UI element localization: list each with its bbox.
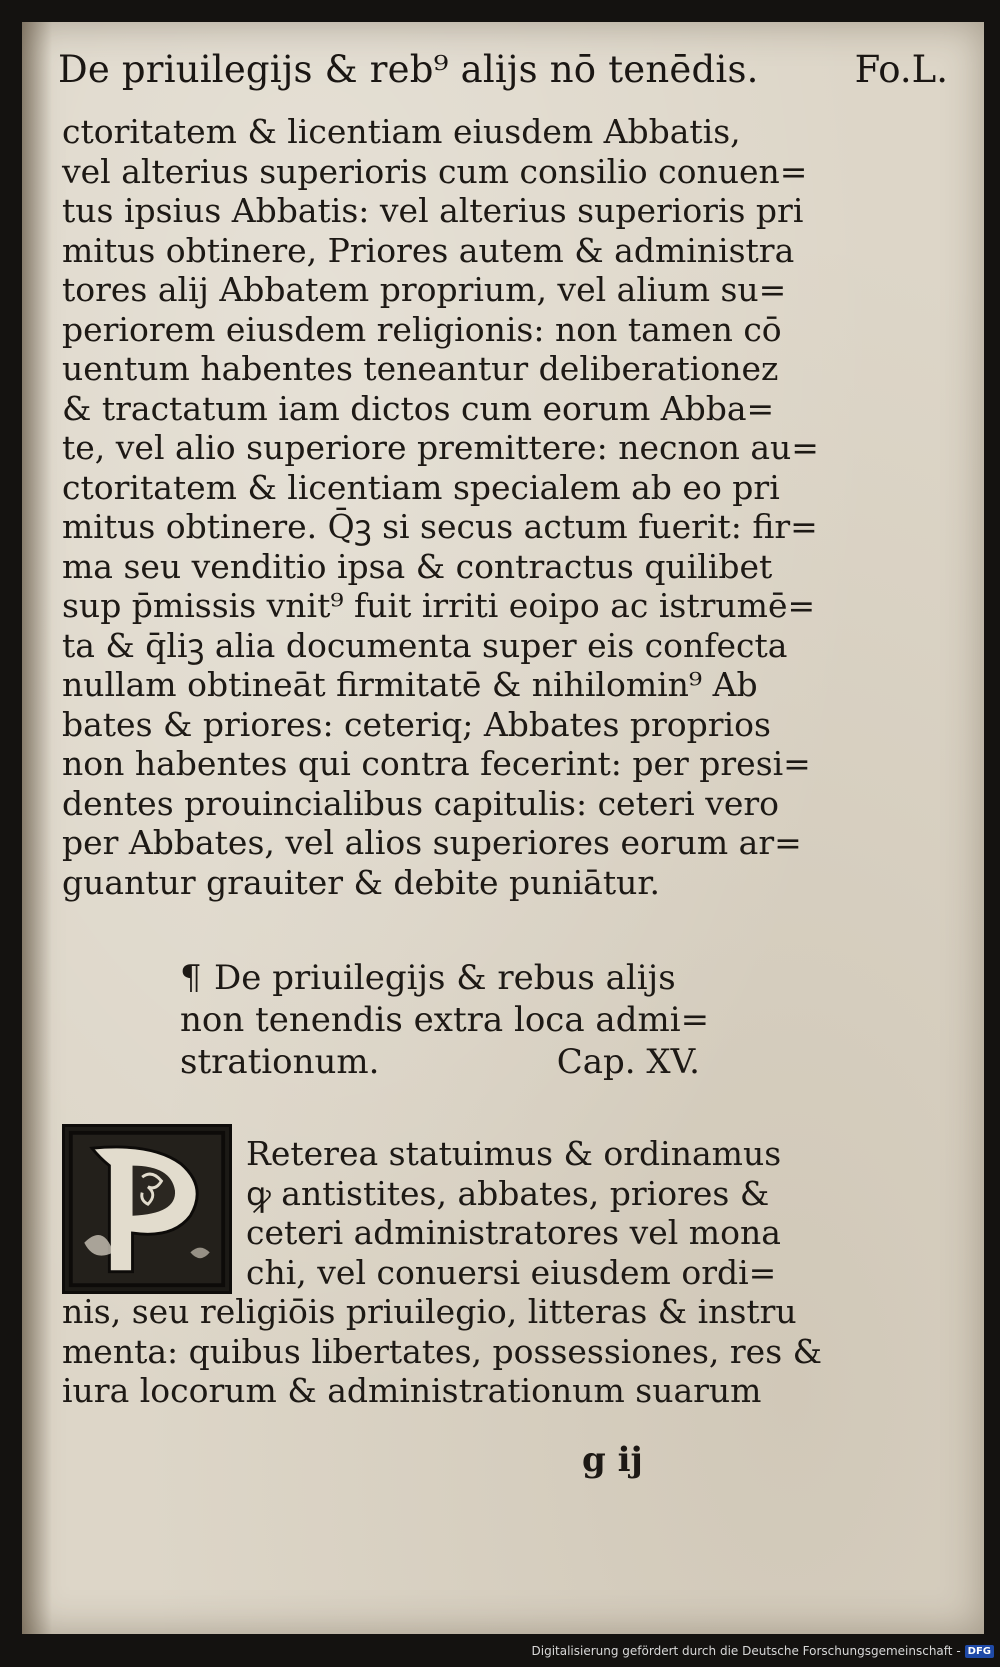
- text-line: dentes prouincialibus capitulis: ceteri vero: [62, 783, 780, 823]
- text-line: nis, seu religiōis priuilegio, litteras & instru: [62, 1292, 797, 1331]
- text-line: nullam obtineāt firmitatē & nihilomin⁹ Ab: [62, 665, 758, 704]
- text-line: tores alij Abbatem proprium, vel alium su=: [62, 270, 787, 309]
- text-line: te, vel alio superiore premittere: necnon au=: [62, 428, 819, 467]
- text-line: vel alterius superioris cum consilio conuen=: [62, 151, 808, 191]
- text-line: tus ipsius Abbatis: vel alterius superioris pri: [62, 191, 804, 230]
- text-line: uentum habentes teneantur deliberationez: [62, 349, 779, 388]
- text-line: non habentes qui contra fecerint: per presi=: [62, 744, 811, 783]
- text-line: & tractatum iam dictos cum eorum Abba=: [62, 388, 775, 428]
- dfg-logo-icon: DFG: [965, 1645, 994, 1658]
- text-line: ctoritatem & licentiam specialem ab eo pri: [62, 467, 780, 507]
- text-line: ma seu venditio ipsa & contractus quilibet: [62, 546, 773, 586]
- chapter-heading-line: ¶ De priuilegijs & rebus alijs: [180, 958, 676, 998]
- page-spine-shadow: [22, 22, 52, 1634]
- text-line: ctoritatem & licentiam eiusdem Abbatis,: [62, 112, 741, 151]
- text-line: ꝙ antistites, abbates, priores &: [246, 1173, 770, 1213]
- text-line: per Abbates, vel alios superiores eorum ar=: [62, 823, 802, 862]
- body-text-bottom: [62, 1134, 823, 1411]
- text-line: guantur grauiter & debite puniātur.: [62, 862, 661, 902]
- running-head: De priuilegijs & reb⁹ alijs nō tenēdis.: [58, 48, 759, 91]
- text-line: ceteri administratores vel mona: [246, 1213, 781, 1252]
- text-line: chi, vel conuersi eiusdem ordi=: [246, 1252, 777, 1292]
- page-header: [58, 48, 948, 104]
- text-line: bates & priores: ceteriq; Abbates proprios: [62, 704, 771, 744]
- chapter-number: Cap. XV.: [556, 1042, 700, 1082]
- text-line: iura locorum & administrationum suarum: [62, 1371, 762, 1410]
- credit-text: Digitalisierung gefördert durch die Deutsche Forschungsgemeinschaft -: [531, 1644, 961, 1658]
- chapter-heading: [180, 957, 710, 1083]
- text-line: periorem eiusdem religionis: non tamen cō: [62, 309, 782, 349]
- digitization-credit: [532, 1641, 995, 1661]
- folio-number: Fo.L.: [854, 48, 948, 91]
- body-text-top: [62, 112, 819, 902]
- text-line: sup p̄missis vnit⁹ fuit irriti eoipo ac istrumē=: [62, 586, 816, 625]
- text-line: Reterea statuimus & ordinamus: [246, 1134, 782, 1173]
- paragraph-mark: ¶: [180, 958, 202, 998]
- chapter-heading-line: strationum.: [180, 1042, 380, 1082]
- signature-mark: g ij: [582, 1440, 643, 1480]
- chapter-heading-line: non tenendis extra loca admi=: [180, 1000, 710, 1040]
- book-page: [22, 22, 984, 1634]
- text-line: mitus obtinere. Q̄ꝫ si secus actum fuerit: fir=: [62, 507, 818, 546]
- text-line: mitus obtinere, Priores autem & administra: [62, 230, 795, 270]
- text-line: ta & q̄liꝫ alia documenta super eis confecta: [62, 625, 788, 665]
- text-line: menta: quibus libertates, possessiones, res &: [62, 1331, 823, 1371]
